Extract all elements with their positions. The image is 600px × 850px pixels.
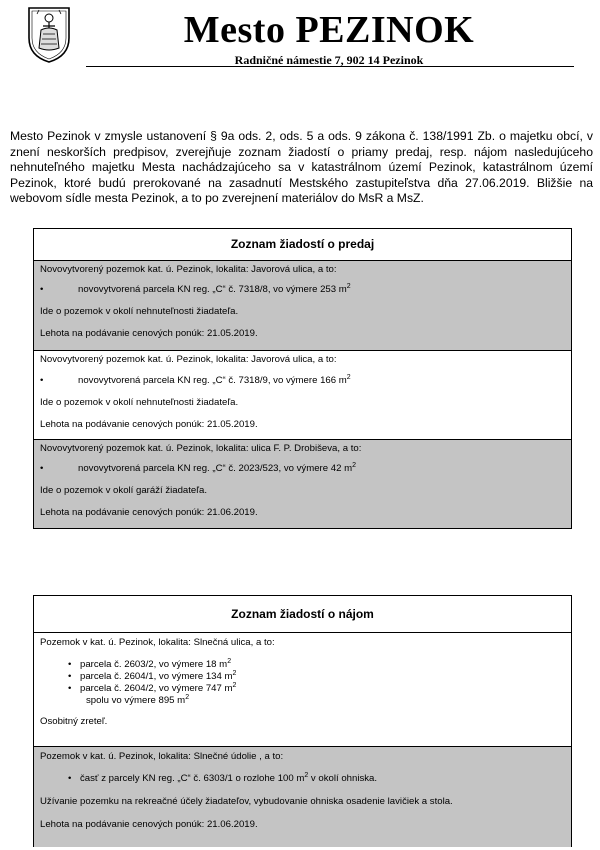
sale-item-parcel <box>40 284 565 296</box>
parcel-text: parcela č. 2603/2, vo výmere 18 m <box>80 659 228 670</box>
lease-item-deadline: Lehota na podávanie cenových ponúk: 21.06.2019. <box>40 819 258 830</box>
sale-item <box>34 261 571 350</box>
parcel-list-item <box>40 773 565 785</box>
city-title: Mesto PEZINOK <box>183 9 475 51</box>
bullet-icon: • <box>68 683 72 694</box>
lease-item <box>34 633 571 746</box>
lease-table-title: Zoznam žiadostí o nájom <box>34 596 571 633</box>
bullet-icon: • <box>40 284 44 295</box>
lease-requests-table <box>33 595 572 847</box>
sale-item <box>34 350 571 439</box>
sale-item-parcel <box>40 375 565 387</box>
letterhead <box>24 4 594 66</box>
coat-of-arms-icon <box>26 4 72 64</box>
sale-item-deadline: Lehota na podávanie cenových ponúk: 21.06.2019. <box>40 507 258 518</box>
sale-table-title: Zoznam žiadostí o predaj <box>34 229 571 261</box>
lease-item-location: Pozemok v kat. ú. Pezinok, lokalita: Slnečná ulica, a to: <box>40 637 275 648</box>
parcel-text: parcela č. 2604/1, vo výmere 134 m <box>80 671 233 682</box>
superscript: 2 <box>304 772 309 779</box>
bullet-icon: • <box>68 773 72 784</box>
parcel-text: časť z parcely KN reg. „C“ č. 6303/1 o rozlohe 100 m <box>80 773 305 784</box>
sale-requests-table <box>33 228 572 529</box>
header-divider <box>86 66 574 67</box>
intro-paragraph: Mesto Pezinok v zmysle ustanovení § 9a ods. 2, ods. 5 a ods. 9 zákona č. 138/1991 Zb. o majetku obcí, v znení neskorších predpisov, zverejňuje zoznam žiadostí o priamy predaj, resp. nájom nasledujúceho nehnuteľného majetku Mesta nachádzajúceho sa v katastrálnom území Pezinok, katastrálnom území Pezinok, ktoré budú prerokované na zasadnutí Mestského zastupiteľstva dňa 27.06.2019. Bližšie na webovom sídle mesta Pezinok, a to po zverejnení materiálov do MsR a MsZ. <box>10 129 593 206</box>
bullet-icon: • <box>40 375 44 386</box>
sale-item-note: Ide o pozemok v okolí nehnuteľnosti žiadateľa. <box>40 397 239 408</box>
parcel-total: spolu vo výmere 895 $m^2$ <box>86 694 190 706</box>
superscript: 2 <box>232 682 237 689</box>
parcel-text: parcela č. 2604/2, vo výmere 747 m <box>80 683 233 694</box>
superscript: 2 <box>232 670 237 677</box>
superscript: 2 <box>227 658 232 665</box>
sale-item <box>34 439 571 528</box>
sale-item-location: Novovytvorený pozemok kat. ú. Pezinok, lokalita: ulica F. P. Drobiševa, a to: <box>40 443 362 454</box>
parcel-list-item <box>40 659 565 671</box>
parcel-list-item <box>40 671 565 683</box>
parcel-list <box>40 773 565 785</box>
parcel-list <box>40 659 565 707</box>
parcel-text: novovytvorená parcela KN reg. „C“ č. 7318/9, vo výmere 166 m <box>78 375 347 386</box>
parcel-text: novovytvorená parcela KN reg. „C“ č. 2023/523, vo výmere 42 m <box>78 463 353 474</box>
sale-item-note: Ide o pozemok v okolí garáží žiadateľa. <box>40 485 208 496</box>
sale-item-deadline: Lehota na podávanie cenových ponúk: 21.05.2019. <box>40 328 258 339</box>
sale-item-parcel <box>40 463 565 475</box>
bullet-icon: • <box>68 671 72 682</box>
sale-item-note: Ide o pozemok v okolí nehnuteľnosti žiadateľa. <box>40 306 239 317</box>
bullet-icon: • <box>40 463 44 474</box>
sale-item-location: Novovytvorený pozemok kat. ú. Pezinok, lokalita: Javorová ulica, a to: <box>40 264 337 275</box>
lease-item-note: Osobitný zreteľ. <box>40 716 108 727</box>
parcel-text: novovytvorená parcela KN reg. „C“ č. 7318/8, vo výmere 253 m <box>78 284 347 295</box>
parcel-list-item <box>40 683 565 695</box>
lease-item <box>34 746 571 847</box>
lease-item-location: Pozemok v kat. ú. Pezinok, lokalita: Slnečné údolie , a to: <box>40 751 284 762</box>
superscript: 2 <box>185 694 190 701</box>
lease-item-note: Užívanie pozemku na rekreačné účely žiadateľov, vybudovanie ohniska osadenie lavičiek a stola. <box>40 796 453 807</box>
sale-item-deadline: Lehota na podávanie cenových ponúk: 21.05.2019. <box>40 419 258 430</box>
sale-item-location: Novovytvorený pozemok kat. ú. Pezinok, lokalita: Javorová ulica, a to: <box>40 354 337 365</box>
bullet-icon: • <box>68 659 72 670</box>
superscript: 2 <box>352 462 356 469</box>
superscript: 2 <box>346 283 351 290</box>
parcel-text-suffix: v okolí ohniska. <box>308 773 378 784</box>
superscript: 2 <box>346 374 351 381</box>
city-address: Radničné námestie 7, 902 14 Pezinok <box>234 53 424 67</box>
